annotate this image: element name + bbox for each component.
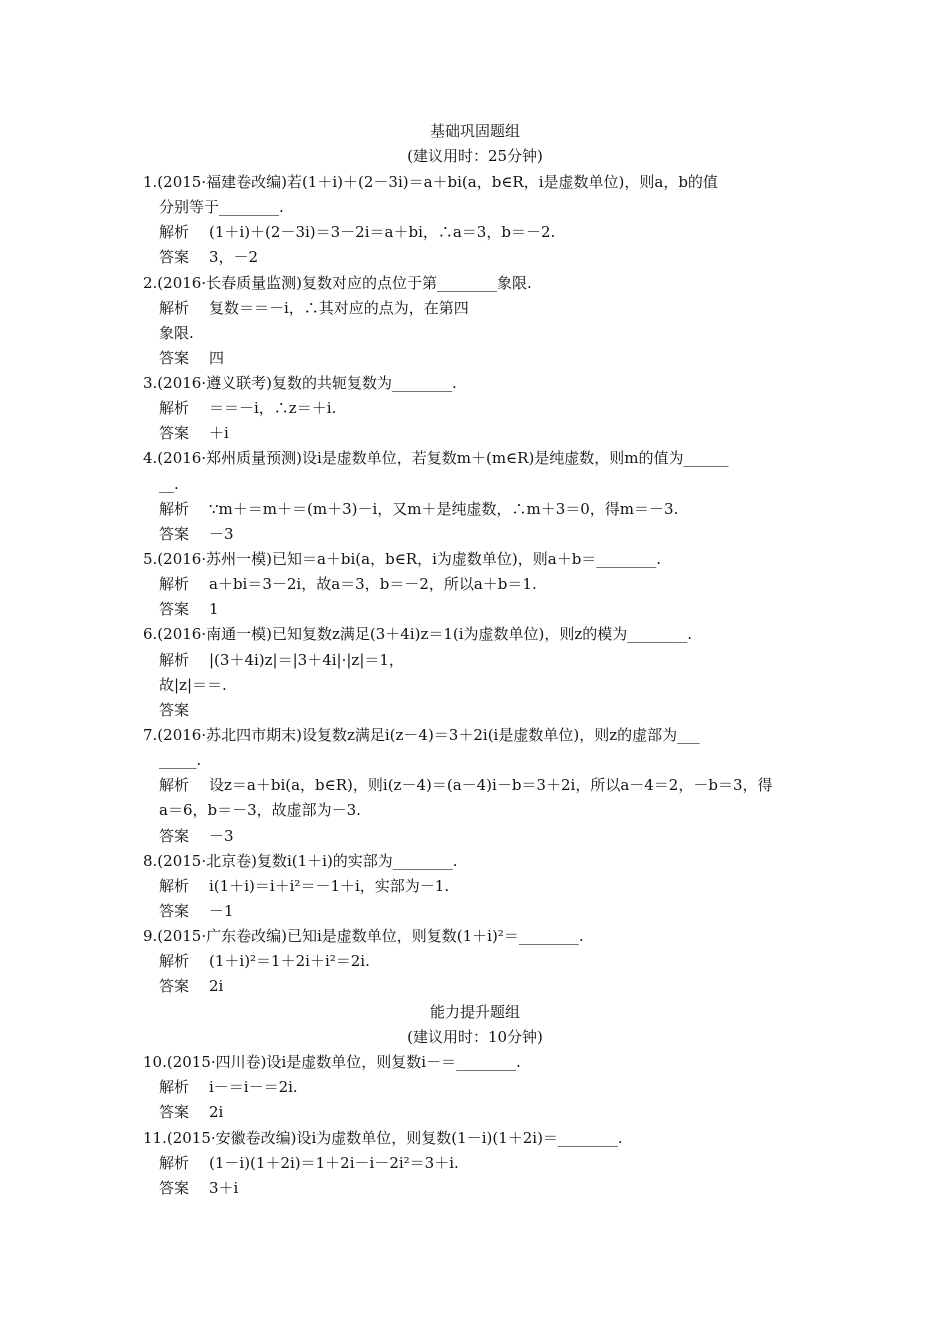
answer-label: 答案 <box>159 349 190 367</box>
analysis-label: 解析 <box>159 399 190 417</box>
analysis-5 <box>159 574 537 594</box>
analysis-7 <box>159 775 773 795</box>
section-time-basic: (建议用时：25分钟) <box>407 147 543 165</box>
analysis-label: 解析 <box>159 952 190 970</box>
analysis-label: 解析 <box>159 1078 190 1096</box>
answer-text: 3，－2 <box>209 248 259 266</box>
analysis-label: 解析 <box>159 500 190 518</box>
answer-text: 3＋i <box>209 1179 239 1197</box>
section-time-advanced: (建议用时：10分钟) <box>407 1028 543 1046</box>
answer-11 <box>159 1178 238 1198</box>
answer-label: 答案 <box>159 1179 190 1197</box>
analysis-8 <box>159 876 449 896</box>
answer-text: 四 <box>209 349 225 367</box>
analysis-text: i(1＋i)＝i＋i²＝－1＋i，实部为－1. <box>209 877 450 895</box>
answer-text: 2i <box>209 977 224 995</box>
answer-text: ＋i <box>209 424 229 442</box>
question-7-cont: _____. <box>159 751 202 769</box>
question-7: 7.(2016·苏北四市期末)设复数z满足i(z－4)＝3＋2i(i是虚数单位)，则z的虚部为___ <box>143 726 700 744</box>
answer-text: －1 <box>209 902 234 920</box>
analysis-10 <box>159 1077 298 1097</box>
analysis-text: ∵m＋＝m＋＝(m＋3)－i，又m＋是纯虚数，∴m＋3＝0，得m＝－3. <box>209 500 679 518</box>
answer-label: 答案 <box>159 1103 190 1121</box>
question-1-cont: 分别等于________. <box>159 198 284 216</box>
answer-5 <box>159 599 219 619</box>
answer-label: 答案 <box>159 902 190 920</box>
analysis-label: 解析 <box>159 1154 190 1172</box>
analysis-label: 解析 <box>159 776 190 794</box>
analysis-text: (1＋i)²＝1＋2i＋i²＝2i. <box>209 952 370 970</box>
analysis-7-cont: a＝6，b＝－3，故虚部为－3. <box>159 801 361 819</box>
analysis-text: (1＋i)＋(2－3i)＝3－2i＝a＋bi，∴a＝3，b＝－2. <box>209 223 556 241</box>
question-11: 11.(2015·安徽卷改编)设i为虚数单位，则复数(1－i)(1＋2i)＝________. <box>143 1129 623 1147</box>
analysis-11 <box>159 1153 459 1173</box>
answer-4 <box>159 524 234 544</box>
analysis-3 <box>159 398 336 418</box>
analysis-label: 解析 <box>159 575 190 593</box>
question-1: 1.(2015·福建卷改编)若(1＋i)＋(2－3i)＝a＋bi(a，b∈R，i是虚数单位)，则a，b的值 <box>143 173 718 191</box>
analysis-6-cont: 故|z|＝＝. <box>159 676 227 694</box>
answer-label: 答案 <box>159 424 190 442</box>
answer-7 <box>159 826 234 846</box>
analysis-label: 解析 <box>159 877 190 895</box>
answer-text: －3 <box>209 525 234 543</box>
question-2: 2.(2016·长春质量监测)复数对应的点位于第________象限. <box>143 274 532 292</box>
answer-1 <box>159 247 258 267</box>
answer-10 <box>159 1102 223 1122</box>
section-title-advanced: 能力提升题组 <box>429 1003 520 1021</box>
analysis-label: 解析 <box>159 651 190 669</box>
answer-3 <box>159 423 229 443</box>
answer-text: －3 <box>209 827 234 845</box>
answer-text: 1 <box>209 600 219 618</box>
analysis-text: |(3＋4i)z|＝|3＋4i|·|z|＝1， <box>209 651 404 669</box>
question-6: 6.(2016·南通一模)已知复数z满足(3＋4i)z＝1(i为虚数单位)，则z的模为________. <box>143 625 693 643</box>
analysis-label: 解析 <box>159 223 190 241</box>
answer-label: 答案 <box>159 701 190 719</box>
question-9: 9.(2015·广东卷改编)已知i是虚数单位，则复数(1＋i)²＝________. <box>143 927 584 945</box>
analysis-label: 解析 <box>159 299 190 317</box>
answer-9 <box>159 976 223 996</box>
answer-label: 答案 <box>159 600 190 618</box>
analysis-1 <box>159 222 555 242</box>
analysis-4 <box>159 499 678 519</box>
question-3: 3.(2016·遵义联考)复数的共轭复数为________. <box>143 374 457 392</box>
answer-text: 2i <box>209 1103 224 1121</box>
answer-label: 答案 <box>159 827 190 845</box>
analysis-text: a＋bi＝3－2i，故a＝3，b＝－2，所以a＋b＝1. <box>209 575 537 593</box>
analysis-6 <box>159 650 404 670</box>
question-5: 5.(2016·苏州一模)已知＝a＋bi(a，b∈R，i为虚数单位)，则a＋b＝________. <box>143 550 662 568</box>
analysis-text: ＝＝－i，∴z＝＋i. <box>209 399 337 417</box>
question-4-cont: __. <box>159 475 179 493</box>
question-4: 4.(2016·郑州质量预测)设i是虚数单位，若复数m＋(m∈R)是纯虚数，则m的值为______ <box>143 449 729 467</box>
section-title-basic: 基础巩固题组 <box>429 122 520 140</box>
answer-6 <box>159 700 209 720</box>
analysis-9 <box>159 951 370 971</box>
analysis-2-cont: 象限. <box>159 324 194 342</box>
answer-8 <box>159 901 234 921</box>
analysis-text: (1－i)(1＋2i)＝1＋2i－i－2i²＝3＋i. <box>209 1154 459 1172</box>
question-8: 8.(2015·北京卷)复数i(1＋i)的实部为________. <box>143 852 458 870</box>
answer-label: 答案 <box>159 525 190 543</box>
answer-label: 答案 <box>159 977 190 995</box>
answer-label: 答案 <box>159 248 190 266</box>
question-10: 10.(2015·四川卷)设i是虚数单位，则复数i－＝________. <box>143 1053 521 1071</box>
analysis-text: i－＝i－＝2i. <box>209 1078 298 1096</box>
analysis-text: 设z＝a＋bi(a，b∈R)，则i(z－4)＝(a－4)i－b＝3＋2i，所以a－4＝2，－b＝3，得 <box>209 776 773 794</box>
analysis-text: 复数＝＝－i，∴其对应的点为，在第四 <box>209 299 469 317</box>
analysis-2 <box>159 298 469 318</box>
answer-2 <box>159 348 224 368</box>
